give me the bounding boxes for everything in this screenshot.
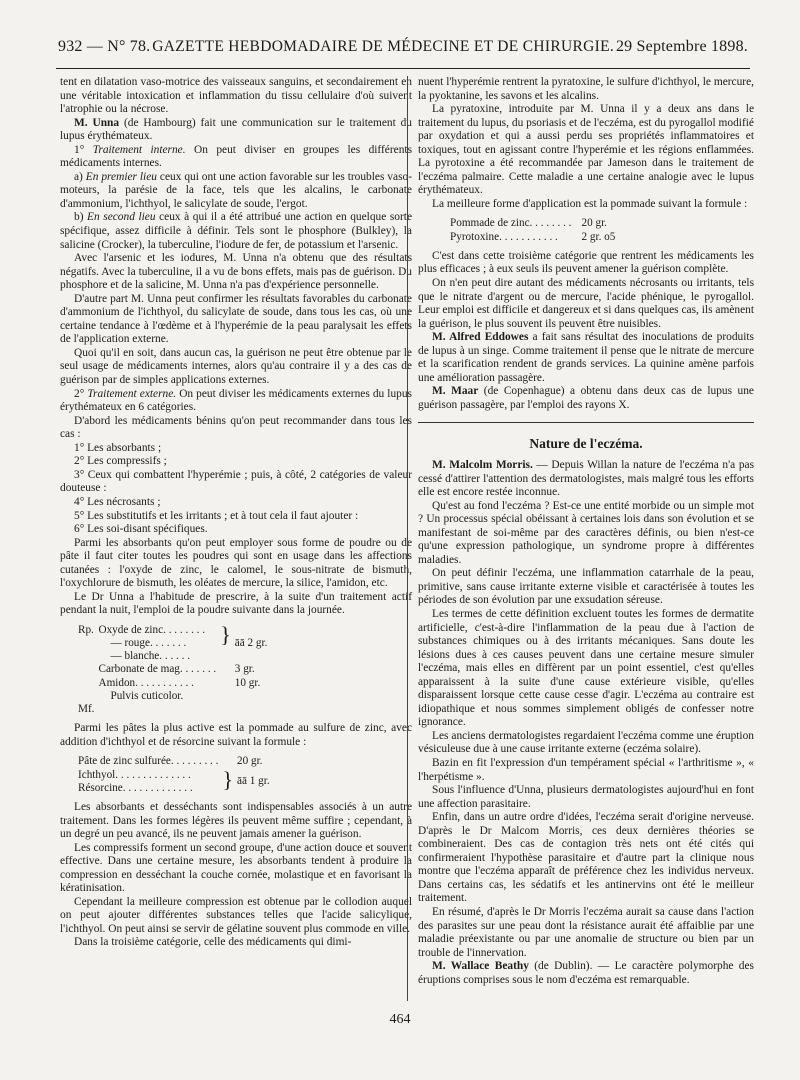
paragraph-text: a fait sans résultat des inoculations de produits de lupus à un singe. Comme traitement il pense que le nitrate de mercure et la scarification rendent de grands services. La quinine amène parfois une amélioration passagère. [418, 331, 754, 384]
running-header [58, 38, 748, 64]
list-item: 2° Les compressifs ; [74, 455, 167, 468]
rx-line: Pommade de zinc. . . . . . . . [450, 217, 572, 230]
enum: 2° [74, 387, 88, 400]
enum: b) [74, 211, 88, 224]
paragraph-text: (de Copenhague) a obtenu dans deux cas de lupus une guérison passagère, par l'emploi des rayons X. [418, 385, 754, 411]
rx-quantity: 20 gr. [581, 217, 607, 230]
paragraph-text: On peut diviser en groupes les différents médicaments internes. [60, 143, 413, 170]
speaker-name: M. Malcolm Morris. [432, 458, 533, 471]
emphasis: En premier lieu [85, 170, 157, 183]
paragraph: Les absorbants et desséchants sont indispensables associés à un autre traitement. Dans les formes légères ils peuvent même suffire ; cependant, à un degré un peu avancé, ils ne peuvent jamais amener la guérison. [60, 801, 412, 841]
paragraph: D'autre part M. Unna peut confirmer les résultats favorables du carbonate d'ammonium de l'ichthyol, du salicylate de soude, dans tous les cas, où une certaine tendance à l'œdème et à l'hyperémie de la peau paralysait les effets de l'application externe. [60, 292, 412, 346]
paragraph: Enfin, dans un autre ordre d'idées, l'eczéma serait d'origine nerveuse. D'après le Dr Malcom Morris, ces deux dernières théories se combineraient. Des cas de contagion très nets ont été cités qui confirmeraient l'hypothèse parasitaire et d'autre part la clinique nous montre que l'eczéma apparaît de préférence chez les individus nerveux. Dans certains cas, les sédatifs et les antinervins ont été le meilleur traitement. [418, 811, 754, 905]
header-page-issue: 932 — N° 78. [58, 38, 151, 55]
speaker-name: M. Alfred Eddowes [432, 331, 529, 344]
paragraph: Qu'est au fond l'eczéma ? Est-ce une entité morbide ou un simple mot ? Un processus spécial obéissant à certaines lois dans son évolution et se manifestant de soi-même par des caractères définis, ou bien n'est-ce qu'une expression pathologique, un syndrome propre à différentes maladies. [418, 499, 754, 566]
category-list [60, 442, 412, 537]
rx-label: Mf. [78, 703, 95, 716]
paragraph: C'est dans cette troisième catégorie que rentrent les médicaments les plus efficaces ; à eux seuls ils peuvent amener la guérison complète. [418, 249, 754, 276]
paragraph-text: (de Dublin). — Le caractère polymorphe des éruptions comprises sous le nom d'eczéma est remarquable. [418, 960, 754, 986]
paragraph: Les anciens dermatologistes regardaient l'eczéma comme une éruption vésiculeuse due à une cause irritante externe (eczéma solaire). [418, 729, 754, 756]
emphasis: En second lieu [87, 211, 156, 224]
rx-line: Pulvis cuticolor. [110, 689, 184, 702]
right-column [418, 76, 754, 987]
journal-title: GAZETTE HEBDOMADAIRE DE MÉDECINE ET DE CHIRURGIE. [152, 38, 615, 55]
list-item: 5° Les substitutifs et les irritants ; et à tout cela il faut ajouter : [74, 509, 359, 522]
section-title: Nature de l'eczéma. [529, 436, 643, 452]
paragraph [418, 331, 754, 385]
paragraph: Bazin en fit l'expression d'un tempérament spécial « l'arthritisme », « l'herpétisme ». [418, 757, 754, 783]
paragraph: D'abord les médicaments bénins qu'on peut recommander dans tous les cas : [60, 414, 412, 441]
paragraph: Quoi qu'il en soit, dans aucun cas, la guérison ne peut être obtenue par le seul usage de médicaments internes, alors qu'au contraire il y a des cas de guérison par de simples applications externes. [60, 346, 412, 387]
brace-icon: } [222, 766, 233, 792]
rx-line: Oxyde de zinc. . . . . . . . [98, 623, 206, 636]
rx-line: Pyrotoxine. . . . . . . . . . . [450, 230, 558, 243]
paragraph-text: — Depuis Willan la nature de l'eczéma n'a pas cessé d'attirer l'attention des dermatologistes, mais malgré tous les efforts elle est encore restée inconnue. [418, 458, 755, 499]
rx-line: Ichthyol. . . . . . . . . . . . . . [78, 768, 191, 781]
rx-quantity: 20 gr. [237, 755, 263, 768]
paragraph: Le Dr Unna a l'habitude de prescrire, à la suite d'un traitement actif pendant la nuit, l'emploi de la poudre suivante dans la journée. [60, 590, 412, 617]
paragraph: Parmi les pâtes la plus active est la pommade au sulfure de zinc, avec addition d'ichthyol et de résorcine suivant la formule : [60, 722, 412, 748]
brace-icon: } [220, 621, 231, 647]
list-item: 3° Ceux qui combattent l'hyperémie ; puis, à côté, 2 catégories de valeur douteuse : [60, 468, 412, 495]
subheading: Traitement interne. [92, 143, 186, 156]
prescription-paste [76, 755, 412, 795]
paragraph [60, 117, 412, 144]
paragraph-text: ceux qui ont une action favorable sur les troubles vaso-moteurs, la parésie de la face, tels que les alcalins, le carbonate d'ammonium, l'ichthyol, le salicylate de soude, l'ergot. [60, 170, 412, 210]
rx-quantity: 3 gr. [234, 663, 255, 676]
rx-line: Résorcine. . . . . . . . . . . . . [78, 781, 193, 794]
header-date: 29 Septembre 1898. [615, 38, 748, 55]
paragraph-text: (de Hambourg) fait une communication sur le traitement du lupus érythémateux. [60, 116, 412, 143]
paragraph: Sous l'influence d'Unna, plusieurs dermatologistes aujourd'hui en font une affection parasitaire. [418, 784, 754, 810]
enum: 1° [74, 143, 93, 156]
paragraph: En résumé, d'après le Dr Morris l'eczéma aurait sa cause dans l'action des parasites sur une peau dont la résistance aurait été affaiblie par une maladie préexistante ou par une anomalie de structure ou bien par un trouble de l'innervation. [418, 906, 754, 959]
list-item: 6° Les soi-disant spécifiques. [74, 523, 208, 536]
paragraph [60, 144, 412, 171]
paragraph: On peut définir l'eczéma, une inflammation catarrhale de la peau, primitive, sans cause irritante externe visible et caractérisée à toutes les périodes de son évolution par une exsudation séreuse. [418, 567, 754, 607]
rx-line: — rouge. . . . . . . [110, 637, 187, 650]
paragraph: Avec l'arsenic et les iodures, M. Unna n'a obtenu que des résultats négatifs. Avec la tuberculine, il a vu de bons effets, mais pas de guérison. Du phosphore et de la salicine, M. Unna n'a pas d'expérience personnelle. [60, 252, 412, 292]
rx-label: Rp. [78, 623, 94, 636]
paragraph: Cependant la meilleure compression est obtenue par le collodion auquel on peut ajouter différentes substances telles que l'acide salicylique, l'ichthyol. On peut ainsi se servir de gélatine souvent plus commode en ville. [60, 895, 412, 935]
paragraph: Dans la troisième catégorie, celle des médicaments qui dimi- [74, 936, 352, 949]
subheading: Traitement externe. [87, 387, 177, 400]
rx-quantity: 10 gr. [234, 676, 261, 689]
paragraph: tent en dilatation vaso-motrice des vaisseaux sanguins, et secondairement en une véritable intoxication et inflammation du tissu cellulaire d'où suivent l'atrophie ou la nécrose. [60, 76, 412, 116]
rx-quantity: āā 2 gr. [234, 637, 268, 650]
paragraph [60, 211, 412, 252]
rx-quantity: 2 gr. o5 [581, 230, 616, 243]
paragraph [418, 385, 754, 412]
paragraph: La meilleure forme d'application est la pommade suivant la formule : [432, 197, 748, 210]
paragraph: On n'en peut dire autant des médicaments nécrosants ou irritants, tels que le nitrate d'argent ou de mercure, l'acide phénique, le pyrogallol. Leur emploi est difficile et dangereux et si dans quelques cas, ils amènent la guérison, le plus souvent ils peuvent être nuisibles. [418, 276, 754, 330]
paragraph: Parmi les absorbants qu'on peut employer sous forme de poudre ou de pâte il faut citer toutes les poudres qui sont en usage dans les affections cutanées : l'oxyde de zinc, le calomel, le sous-nitrate de bismuth, l'oxychlorure de bismuth, les oléates de mercure, la silice, l'amidon, etc. [60, 536, 412, 590]
rx-quantity: āā 1 gr. [237, 775, 270, 788]
paragraph [418, 459, 754, 500]
enum: a) [74, 170, 86, 183]
rx-line: — blanche. . . . . . [110, 650, 191, 663]
rx-line: Carbonate de mag. . . . . . . [98, 663, 217, 676]
paragraph-text: ceux à qui il a été attribué une action en quelque sorte spécifique, assez difficile à définir. Tels sont le phosphore (Bulkley), la salicine (Crocker), la tuberculine, l'iodure de fer, de potassium et l'arsenic. [60, 211, 412, 251]
rx-line: Pâte de zinc sulfurée. . . . . . . . . [78, 755, 219, 768]
prescription-powder [76, 621, 412, 716]
page-number: 464 [389, 1012, 411, 1027]
paragraph [418, 960, 754, 987]
paragraph: La pyratoxine, introduite par M. Unna il y a deux ans dans le traitement du lupus, du psoriasis et de l'eczéma, est du pyrogallol modifié par oxydation et qui a aussi perdu ses propriétés inflammatoires et toxiques, tout en agissant contre l'hyperémie et les régions enflammées. La pyrotoxine a été recommandée par Jameson dans le traitement de l'eczéma palmaire. Cette maladie a une certaine analogie avec le lupus érythémateux. [418, 103, 754, 197]
rx-line: Amidon. . . . . . . . . . . [98, 676, 194, 689]
prescription-ointment [448, 217, 754, 243]
left-column [60, 76, 412, 950]
paragraph [60, 388, 412, 415]
speaker-name: M. Maar [432, 385, 479, 398]
list-item: 1° Les absorbants ; [74, 441, 162, 454]
speaker-name: M. Wallace Beathy [432, 960, 529, 973]
paragraph: nuent l'hyperémie rentrent la pyratoxine, le sulfure d'ichthyol, le mercure, la pyoktanine, les savons et les alcalins. [418, 76, 754, 102]
paragraph: Les termes de cette définition excluent toutes les formes de dermatite artificielle, c'est-à-dire l'inflammation de la peau due à l'action de substances chimiques ou à des irritants mécaniques. Sans doute les lésions dues à ces causes peuvent dans une certaine mesure simuler l'eczéma, mais elles en diffèrent par un point essentiel, c'est qu'elles apparaissent à la suite d'une cause extérieure visible, qu'elles disparaissent lorsque cette cause cesse d'agir. L'eczéma au contraire est idiopathique et nous sommes simplement obligés de confesser notre ignorance. [418, 608, 754, 729]
paragraph: Les compressifs forment un second groupe, d'une action douce et souvent effective. Dans une certaine mesure, les absorbants tendent à produire la compression en desséchant la couche cornée, molastique et en favorisant la kératinisation. [60, 841, 412, 895]
section-rule [418, 422, 754, 423]
header-rule [56, 68, 750, 69]
speaker-name: M. Unna [74, 116, 120, 129]
paragraph [60, 171, 412, 212]
paragraph-text: On peut diviser les médicaments externes du lupus érythémateux en 6 catégories. [60, 387, 412, 414]
list-item: 4° Les nécrosants ; [74, 495, 161, 508]
column-divider [407, 76, 408, 1001]
